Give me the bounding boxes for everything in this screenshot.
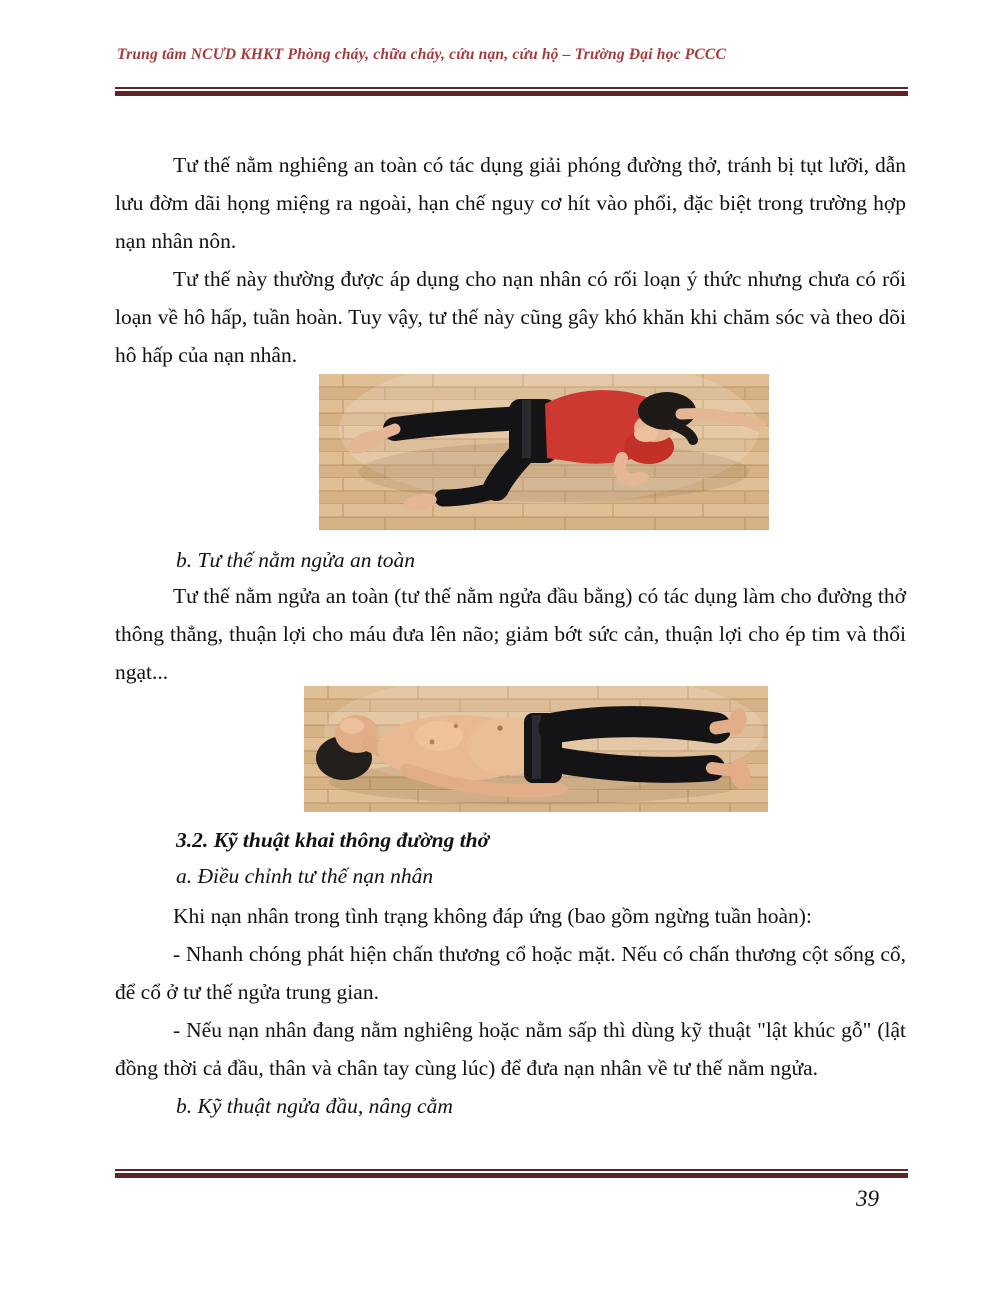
recovery-position-illustration [319, 374, 769, 530]
supine-position-photo [304, 686, 768, 812]
heading-airway-technique: 3.2. Kỹ thuật khai thông đường thở [176, 828, 490, 852]
footer-rule [115, 1169, 908, 1178]
heading-supine-position: b. Tư thế nằm ngửa an toàn [176, 548, 416, 572]
paragraph-supine-benefits: Tư thế nằm ngửa an toàn (tư thế nằm ngửa đầu bằng) có tác dụng làm cho đường thở thông thẳng, thuận lợi cho máu đưa lên não; giảm bớt sức cản, thuận lợi cho ép tim và thổi ngạt... [115, 584, 906, 684]
page-number: 39 [856, 1186, 879, 1211]
page-header-title: Trung tâm NCƯD KHKT Phòng cháy, chữa cháy, cứu nạn, cứu hộ – Trường Đại học PCCC [117, 46, 727, 63]
recovery-position-photo [319, 374, 769, 530]
supine-position-illustration [304, 686, 768, 812]
paragraph-recovery-benefits: Tư thế nằm nghiêng an toàn có tác dụng giải phóng đường thở, tránh bị tụt lưỡi, dẫn lưu đờm dãi họng miệng ra ngoài, hạn chế nguy cơ hít vào phổi, đặc biệt trong trường hợp nạn nhân nôn. [115, 153, 906, 253]
heading-head-tilt-chin-lift: b. Kỹ thuật ngửa đầu, nâng cằm [176, 1094, 453, 1118]
paragraph-neck-injury: - Nhanh chóng phát hiện chấn thương cổ hoặc mặt. Nếu có chấn thương cột sống cổ, để cổ ở tư thế ngửa trung gian. [115, 942, 906, 1004]
paragraph-recovery-application: Tư thế này thường được áp dụng cho nạn nhân có rối loạn ý thức nhưng chưa có rối loạn về hô hấp, tuần hoàn. Tuy vậy, tư thế này cũng gây khó khăn khi chăm sóc và theo dõi hô hấp của nạn nhân. [115, 267, 906, 367]
heading-adjust-position: a. Điều chỉnh tư thế nạn nhân [176, 864, 434, 888]
header-rule-thick-line [115, 91, 908, 96]
footer-rule-thick-line [115, 1173, 908, 1178]
paragraph-log-roll: - Nếu nạn nhân đang nằm nghiêng hoặc nằm sấp thì dùng kỹ thuật "lật khúc gỗ" (lật đồng thời cả đầu, thân và chân tay cùng lúc) để đưa nạn nhân về tư thế nằm ngửa. [115, 1018, 906, 1080]
header-rule [115, 87, 908, 96]
paragraph-unresponsive-intro: Khi nạn nhân trong tình trạng không đáp ứng (bao gồm ngừng tuần hoàn): [173, 904, 812, 928]
